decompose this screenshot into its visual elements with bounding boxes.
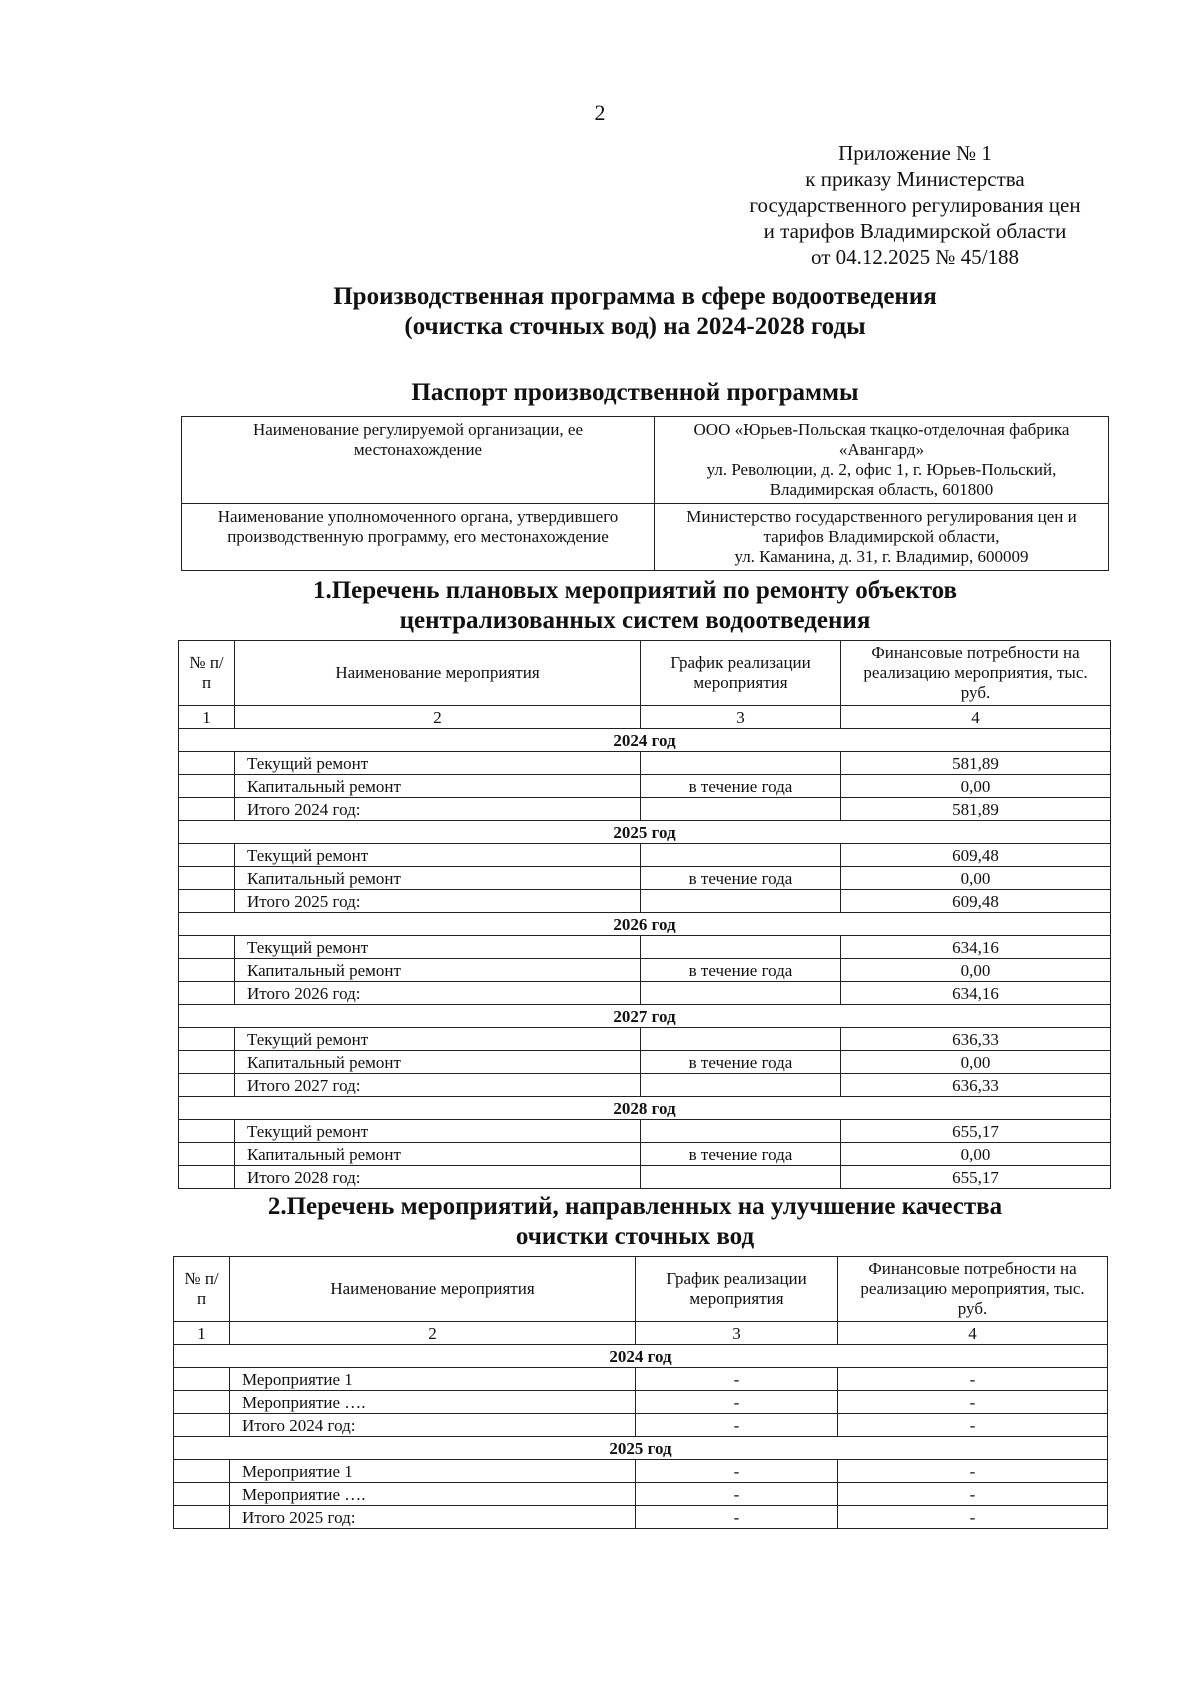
number-header: № п/п [179,641,235,706]
activity-name: Текущий ремонт [235,844,641,867]
activity-schedule: в течение года [641,959,841,982]
appendix-block [700,140,1130,270]
row-number [179,1051,235,1074]
year-label: 2027 год [179,1005,1111,1028]
year-row [179,821,1111,844]
table-row [179,1028,1111,1051]
appendix-line: от 04.12.2025 № 45/188 [810,245,1020,269]
activity-name: Капитальный ремонт [235,867,641,890]
table-row [179,959,1111,982]
repair-activities-table [178,640,1111,1189]
row-number [174,1368,230,1391]
appendix-line: к приказу Министерства [805,167,1025,191]
activity-schedule [641,1120,841,1143]
column-number: 3 [636,1322,838,1345]
year-row [179,1005,1111,1028]
row-number [179,1143,235,1166]
document-title-line: (очистка сточных вод) на 2024-2028 годы [404,313,866,340]
activity-schedule: в течение года [641,1143,841,1166]
activity-schedule: - [636,1460,838,1483]
appendix-line: и тарифов Владимирской области [763,219,1067,243]
passport-value-line: Министерство государственного регулирования цен и тарифов Владимирской области, [686,507,1077,546]
activity-schedule [641,752,841,775]
row-number [174,1414,230,1437]
activity-schedule [641,798,841,821]
activity-amount: 0,00 [841,775,1111,798]
activity-amount: 0,00 [841,1051,1111,1074]
passport-row [182,504,1109,571]
schedule-header: График реализации мероприятия [641,641,841,706]
passport-heading-text: Паспорт производственной программы [411,379,859,406]
activity-schedule [641,1028,841,1051]
column-number: 1 [174,1322,230,1345]
table-row [179,844,1111,867]
year-label: 2024 год [179,729,1111,752]
appendix-line: Приложение № 1 [838,141,992,165]
passport-label: Наименование регулируемой организации, ее местонахождение [182,417,655,504]
column-number: 4 [838,1322,1108,1345]
table-row [174,1368,1108,1391]
activity-name: Капитальный ремонт [235,1143,641,1166]
column-number: 3 [641,706,841,729]
row-number [179,1074,235,1097]
table-row [179,1166,1111,1189]
row-number [174,1506,230,1529]
row-number [179,1120,235,1143]
schedule-header: График реализации мероприятия [636,1257,838,1322]
activity-amount: - [838,1506,1108,1529]
activity-schedule [641,1074,841,1097]
activity-name: Итого 2027 год: [235,1074,641,1097]
activity-schedule [641,844,841,867]
table-row [179,798,1111,821]
activity-name: Итого 2025 год: [235,890,641,913]
activity-amount: 609,48 [841,844,1111,867]
row-number [174,1391,230,1414]
activity-schedule [641,1166,841,1189]
passport-label: Наименование уполномоченного органа, утвердившего производственную программу, его местонахождение [182,504,655,571]
passport-value-line: ул. Каманина, д. 31, г. Владимир, 600009 [734,547,1029,566]
activity-schedule: - [636,1414,838,1437]
row-number [179,982,235,1005]
activity-name: Итого 2024 год: [235,798,641,821]
column-number: 4 [841,706,1111,729]
column-number: 2 [235,706,641,729]
column-number-row [174,1322,1108,1345]
activity-name: Капитальный ремонт [235,1051,641,1074]
quality-activities-table [173,1256,1108,1529]
activity-amount: - [838,1414,1108,1437]
document-title-line: Производственная программа в сфере водоотведения [333,283,937,310]
activity-schedule: в течение года [641,867,841,890]
activity-amount: 634,16 [841,982,1111,1005]
activity-amount: 0,00 [841,959,1111,982]
year-row [174,1345,1108,1368]
document-title [160,282,1110,342]
row-number [179,1028,235,1051]
name-header: Наименование мероприятия [235,641,641,706]
table-row [174,1506,1108,1529]
row-number [179,890,235,913]
column-number: 2 [230,1322,636,1345]
table-row [179,936,1111,959]
year-label: 2028 год [179,1097,1111,1120]
activity-amount: - [838,1460,1108,1483]
section2-title-line: 2.Перечень мероприятий, направленных на улучшение качества [267,1193,1003,1220]
header-row [179,641,1111,706]
activity-schedule: в течение года [641,1051,841,1074]
activity-amount: 0,00 [841,867,1111,890]
activity-name: Мероприятие 1 [230,1460,636,1483]
activity-name: Текущий ремонт [235,752,641,775]
year-label: 2026 год [179,913,1111,936]
activity-schedule [641,982,841,1005]
passport-value [655,417,1109,504]
activity-amount: 0,00 [841,1143,1111,1166]
passport-row [182,417,1109,504]
row-number [179,752,235,775]
amount-header: Финансовые потребности на реализацию мероприятия, тыс. руб. [841,641,1111,706]
year-row [179,1097,1111,1120]
activity-name: Мероприятие …. [230,1483,636,1506]
row-number [179,775,235,798]
activity-schedule: - [636,1483,838,1506]
year-label: 2025 год [179,821,1111,844]
activity-amount: - [838,1368,1108,1391]
row-number [179,936,235,959]
activity-name: Итого 2025 год: [230,1506,636,1529]
year-row [179,913,1111,936]
row-number [179,844,235,867]
activity-schedule: - [636,1368,838,1391]
activity-amount: - [838,1483,1108,1506]
activity-name: Итого 2024 год: [230,1414,636,1437]
table-row [179,1074,1111,1097]
table-row [174,1414,1108,1437]
page-number: 2 [594,100,606,125]
passport-value-line: ул. Революции, д. 2, офис 1, г. Юрьев-Польский, Владимирская область, 601800 [706,460,1057,499]
activity-amount: 609,48 [841,890,1111,913]
activity-amount: 655,17 [841,1120,1111,1143]
name-header: Наименование мероприятия [230,1257,636,1322]
row-number [179,867,235,890]
activity-name: Текущий ремонт [235,1028,641,1051]
activity-schedule: в течение года [641,775,841,798]
activity-name: Итого 2026 год: [235,982,641,1005]
row-number [174,1460,230,1483]
activity-amount: 636,33 [841,1028,1111,1051]
table-row [179,752,1111,775]
table-row [179,867,1111,890]
appendix-line: государственного регулирования цен [749,193,1081,217]
passport-heading [160,378,1110,408]
year-row [179,729,1111,752]
passport-table [181,416,1109,571]
table-row [174,1483,1108,1506]
activity-schedule: - [636,1506,838,1529]
activity-name: Капитальный ремонт [235,959,641,982]
row-number [179,1166,235,1189]
table-row [179,775,1111,798]
section2-title-line: очистки сточных вод [515,1223,755,1250]
activity-amount: 581,89 [841,752,1111,775]
activity-name: Мероприятие 1 [230,1368,636,1391]
row-number [179,798,235,821]
activity-amount: 655,17 [841,1166,1111,1189]
table-row [174,1391,1108,1414]
activity-name: Мероприятие …. [230,1391,636,1414]
column-number: 1 [179,706,235,729]
activity-amount: 581,89 [841,798,1111,821]
table-row [179,1120,1111,1143]
table-row [179,1051,1111,1074]
activity-name: Капитальный ремонт [235,775,641,798]
table-row [174,1460,1108,1483]
activity-schedule [641,936,841,959]
table-row [179,1143,1111,1166]
table-row [179,890,1111,913]
number-header: № п/п [174,1257,230,1322]
column-number-row [179,706,1111,729]
row-number [174,1483,230,1506]
passport-value [655,504,1109,571]
passport-value-line: ООО «Юрьев-Польская ткацко-отделочная фабрика «Авангард» [693,420,1070,459]
year-row [174,1437,1108,1460]
section1-title-line: 1.Перечень плановых мероприятий по ремонту объектов [312,577,958,604]
activity-name: Итого 2028 год: [235,1166,641,1189]
activity-amount: - [838,1391,1108,1414]
activity-amount: 636,33 [841,1074,1111,1097]
section1-title-line: централизованных систем водоотведения [399,607,871,634]
activity-schedule: - [636,1391,838,1414]
table-row [179,982,1111,1005]
amount-header: Финансовые потребности на реализацию мероприятия, тыс. руб. [838,1257,1108,1322]
section2-title [160,1192,1110,1252]
year-label: 2024 год [174,1345,1108,1368]
header-row [174,1257,1108,1322]
activity-schedule [641,890,841,913]
row-number [179,959,235,982]
activity-amount: 634,16 [841,936,1111,959]
activity-name: Текущий ремонт [235,936,641,959]
year-label: 2025 год [174,1437,1108,1460]
activity-name: Текущий ремонт [235,1120,641,1143]
section1-title [160,576,1110,636]
